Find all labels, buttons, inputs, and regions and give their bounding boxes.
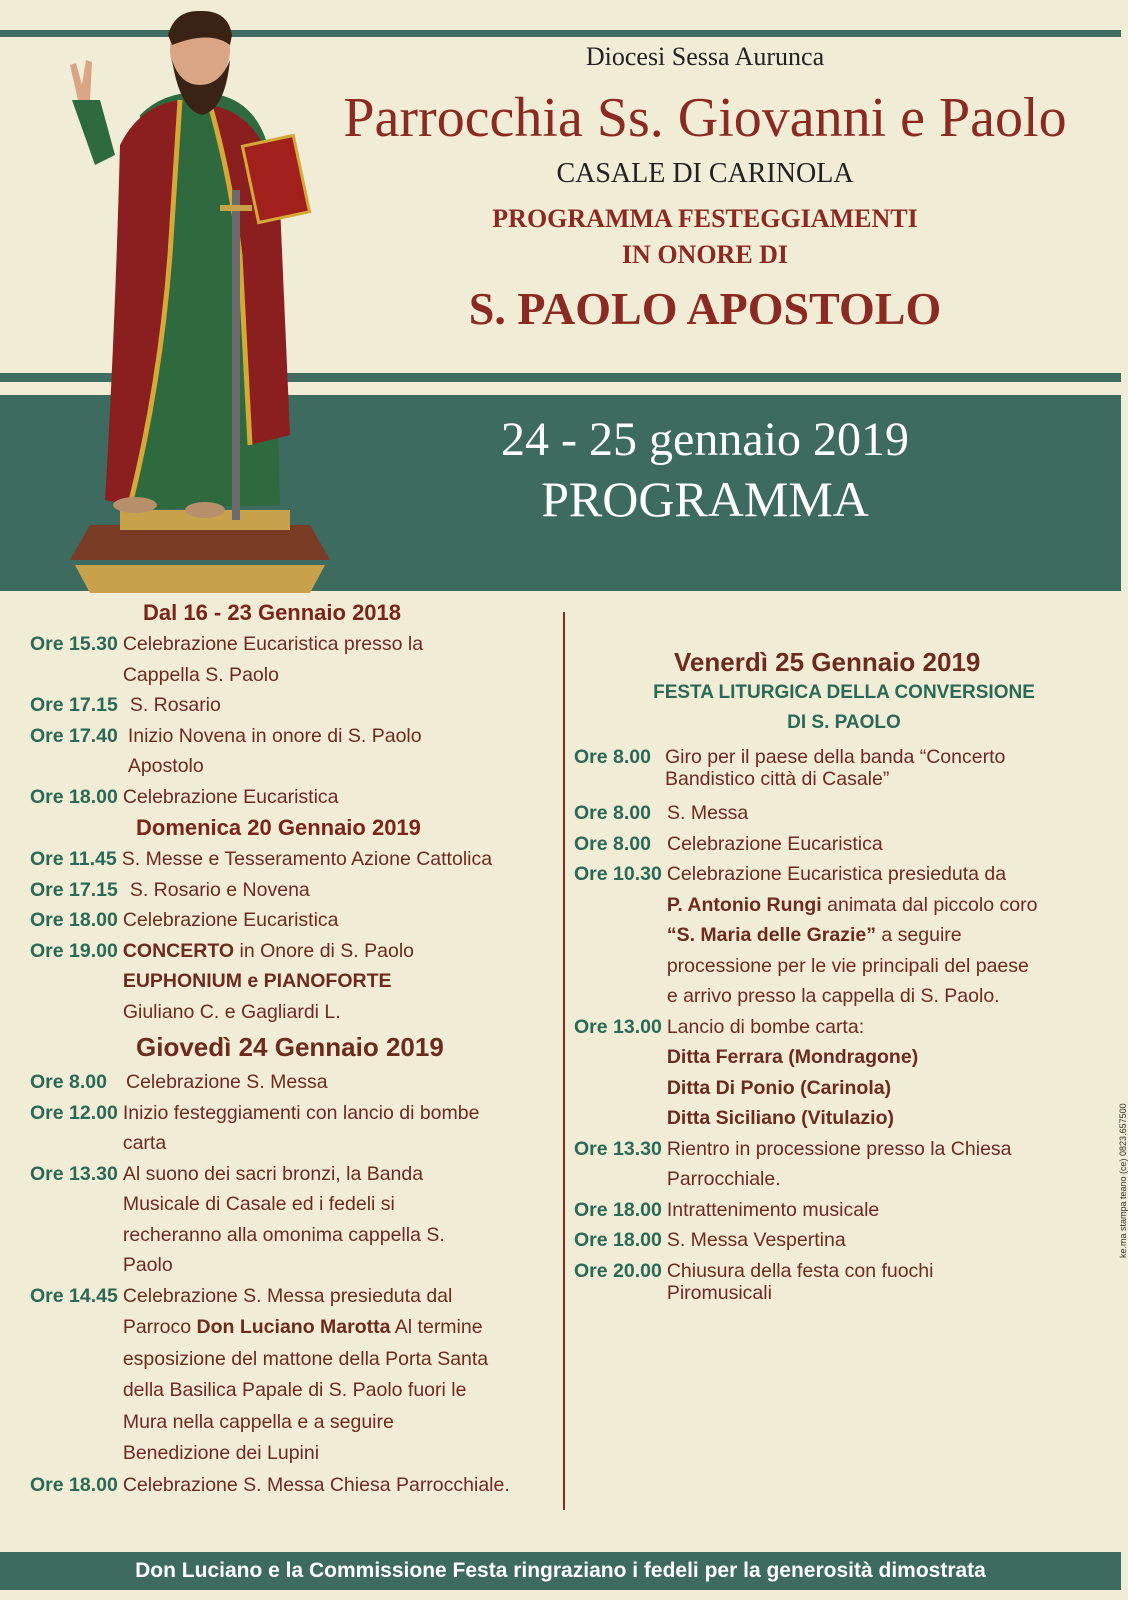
time-label: Ore 18.00 — [30, 785, 118, 808]
time-label: Ore 12.00 — [30, 1101, 118, 1124]
right-row-7 — [574, 1195, 1094, 1226]
right-row-5 — [574, 1012, 1094, 1134]
banner-dates: 24 - 25 gennaio 2019 — [501, 413, 909, 466]
left-row-3 — [30, 721, 550, 782]
time-label: Ore 11.45 — [30, 848, 117, 870]
left-row-9 — [30, 1067, 550, 1098]
time-label: Ore 8.00 — [574, 802, 651, 824]
right-schedule-column — [574, 646, 1094, 1304]
location-subtitle: CASALE DI CARINOLA — [556, 158, 854, 189]
festa-line-1: FESTA LITURGICA DELLA CONVERSIONE — [653, 682, 1035, 703]
time-label: Ore 14.45 — [30, 1284, 118, 1307]
event-desc: S. Messa Vespertina — [666, 1229, 846, 1251]
left-row-11 — [30, 1159, 550, 1281]
event-desc: Intrattenimento musicale — [666, 1198, 880, 1221]
event-desc: Rientro in processione presso la Chiesa Parrocchiale. — [666, 1137, 1012, 1190]
programma-line-1: PROGRAMMA FESTEGGIAMENTI — [492, 204, 918, 233]
left-heading-giovedi: Giovedì 24 Gennaio 2019 — [136, 1032, 444, 1062]
event-desc: Celebrazione S. Messa presieduta dal Parroco Don Luciano Marotta Al termine esposizione del mattone della Porta Santa della Basilica Papale di S. Paolo fuori le Mura nella cappella e a seguire Benedizione dei Lupini — [122, 1284, 489, 1464]
time-label: Ore 18.00 — [574, 1229, 662, 1251]
time-label: Ore 18.00 — [30, 1473, 118, 1496]
saint-title: S. PAOLO APOSTOLO — [468, 283, 942, 334]
time-label: Ore 19.00 — [30, 939, 118, 962]
right-row-8 — [574, 1225, 1094, 1256]
left-schedule-column — [30, 597, 550, 1500]
footer-banner: Don Luciano e la Commissione Festa ringraziano i fedeli per la generosità dimostrata — [0, 1552, 1121, 1590]
time-label: Ore 17.15 — [30, 694, 118, 716]
left-row-2 — [30, 690, 550, 721]
festa-line-2: DI S. PAOLO — [787, 712, 901, 733]
left-heading-domenica: Domenica 20 Gennaio 2019 — [136, 815, 421, 840]
diocesi-label: Diocesi Sessa Aurunca — [585, 42, 825, 71]
time-label: Ore 17.15 — [30, 878, 118, 901]
event-desc: Lancio di bombe carta: Ditta Ferrara (Mondragone) Ditta Di Ponio (Carinola) Ditta Siciliano (Vitulazio) — [666, 1015, 919, 1129]
right-row-9 — [574, 1256, 1094, 1304]
left-row-13 — [30, 1470, 550, 1501]
event-desc: Celebrazione S. Messa — [125, 1071, 328, 1093]
parish-title: Parrocchia Ss. Giovanni e Paolo — [343, 87, 1067, 149]
event-desc: S. Messe e Tesseramento Azione Cattolica — [121, 848, 493, 870]
right-row-3 — [574, 829, 1094, 860]
left-row-1 — [30, 629, 550, 690]
event-desc: S. Messa — [666, 802, 749, 824]
event-desc: Celebrazione S. Messa Chiesa Parrocchiale. — [122, 1473, 510, 1496]
time-label: Ore 8.00 — [30, 1071, 107, 1093]
right-row-6 — [574, 1134, 1094, 1195]
time-label: Ore 13.30 — [30, 1162, 118, 1185]
event-desc: CONCERTO in Onore di S. Paolo EUPHONIUM e PIANOFORTE Giuliano C. e Gagliardi L. — [122, 939, 414, 1023]
event-desc: S. Rosario — [129, 694, 221, 716]
event-desc: Inizio festeggiamenti con lancio di bombe carta — [122, 1101, 480, 1154]
left-row-4 — [30, 782, 550, 813]
time-label: Ore 20.00 — [574, 1259, 662, 1282]
time-label: Ore 8.00 — [574, 746, 651, 768]
right-row-4 — [574, 859, 1094, 1012]
left-row-10 — [30, 1098, 550, 1159]
time-label: Ore 13.30 — [574, 1137, 662, 1160]
saint-paul-statue-image — [60, 5, 350, 593]
right-heading-venerdi: Venerdì 25 Gennaio 2019 — [674, 647, 981, 677]
event-desc: Inizio Novena in onore di S. Paolo Apostolo — [127, 724, 422, 777]
time-label: Ore 8.00 — [574, 832, 651, 855]
event-desc: S. Rosario e Novena — [129, 878, 310, 901]
event-desc: Celebrazione Eucaristica — [666, 832, 883, 855]
event-desc: Celebrazione Eucaristica — [122, 909, 339, 931]
event-desc: Celebrazione Eucaristica presso la Cappella S. Paolo — [122, 633, 424, 686]
left-row-8 — [30, 936, 550, 1028]
time-label: Ore 18.00 — [30, 909, 118, 931]
left-row-7 — [30, 905, 550, 936]
column-divider — [563, 612, 565, 1510]
left-row-12 — [30, 1281, 550, 1470]
time-label: Ore 17.40 — [30, 724, 118, 747]
time-label: Ore 15.30 — [30, 633, 118, 655]
right-subheading-festa — [574, 678, 1094, 738]
left-row-6 — [30, 875, 550, 906]
programma-line-2: IN ONORE DI — [621, 240, 789, 269]
event-desc: Celebrazione Eucaristica — [122, 785, 339, 808]
time-label: Ore 18.00 — [574, 1198, 662, 1221]
event-desc: Al suono dei sacri bronzi, la Banda Musicale di Casale ed i fedeli si recheranno alla omonima cappella S. Paolo — [122, 1162, 445, 1276]
time-label: Ore 13.00 — [574, 1015, 662, 1038]
printer-credit: ke.ma stampa teano (ce) 0823.657500 — [1118, 1103, 1128, 1258]
event-desc: Giro per il paese della banda “Concerto Bandistico città di Casale” — [664, 746, 1006, 790]
event-desc: Celebrazione Eucaristica presieduta da P. Antonio Rungi animata dal piccolo coro “S. Maria delle Grazie” a seguire processione per le vie principali del paese e arrivo presso la cappella di S. Paolo. — [666, 863, 1038, 1007]
event-desc: Chiusura della festa con fuochi Piromusicali — [666, 1259, 934, 1304]
right-row-2 — [574, 798, 1094, 829]
left-row-5 — [30, 844, 550, 875]
left-heading-dal-16: Dal 16 - 23 Gennaio 2018 — [143, 600, 402, 625]
right-row-1 — [574, 738, 1094, 790]
time-label: Ore 10.30 — [574, 863, 662, 885]
banner-programma: PROGRAMMA — [541, 471, 869, 527]
